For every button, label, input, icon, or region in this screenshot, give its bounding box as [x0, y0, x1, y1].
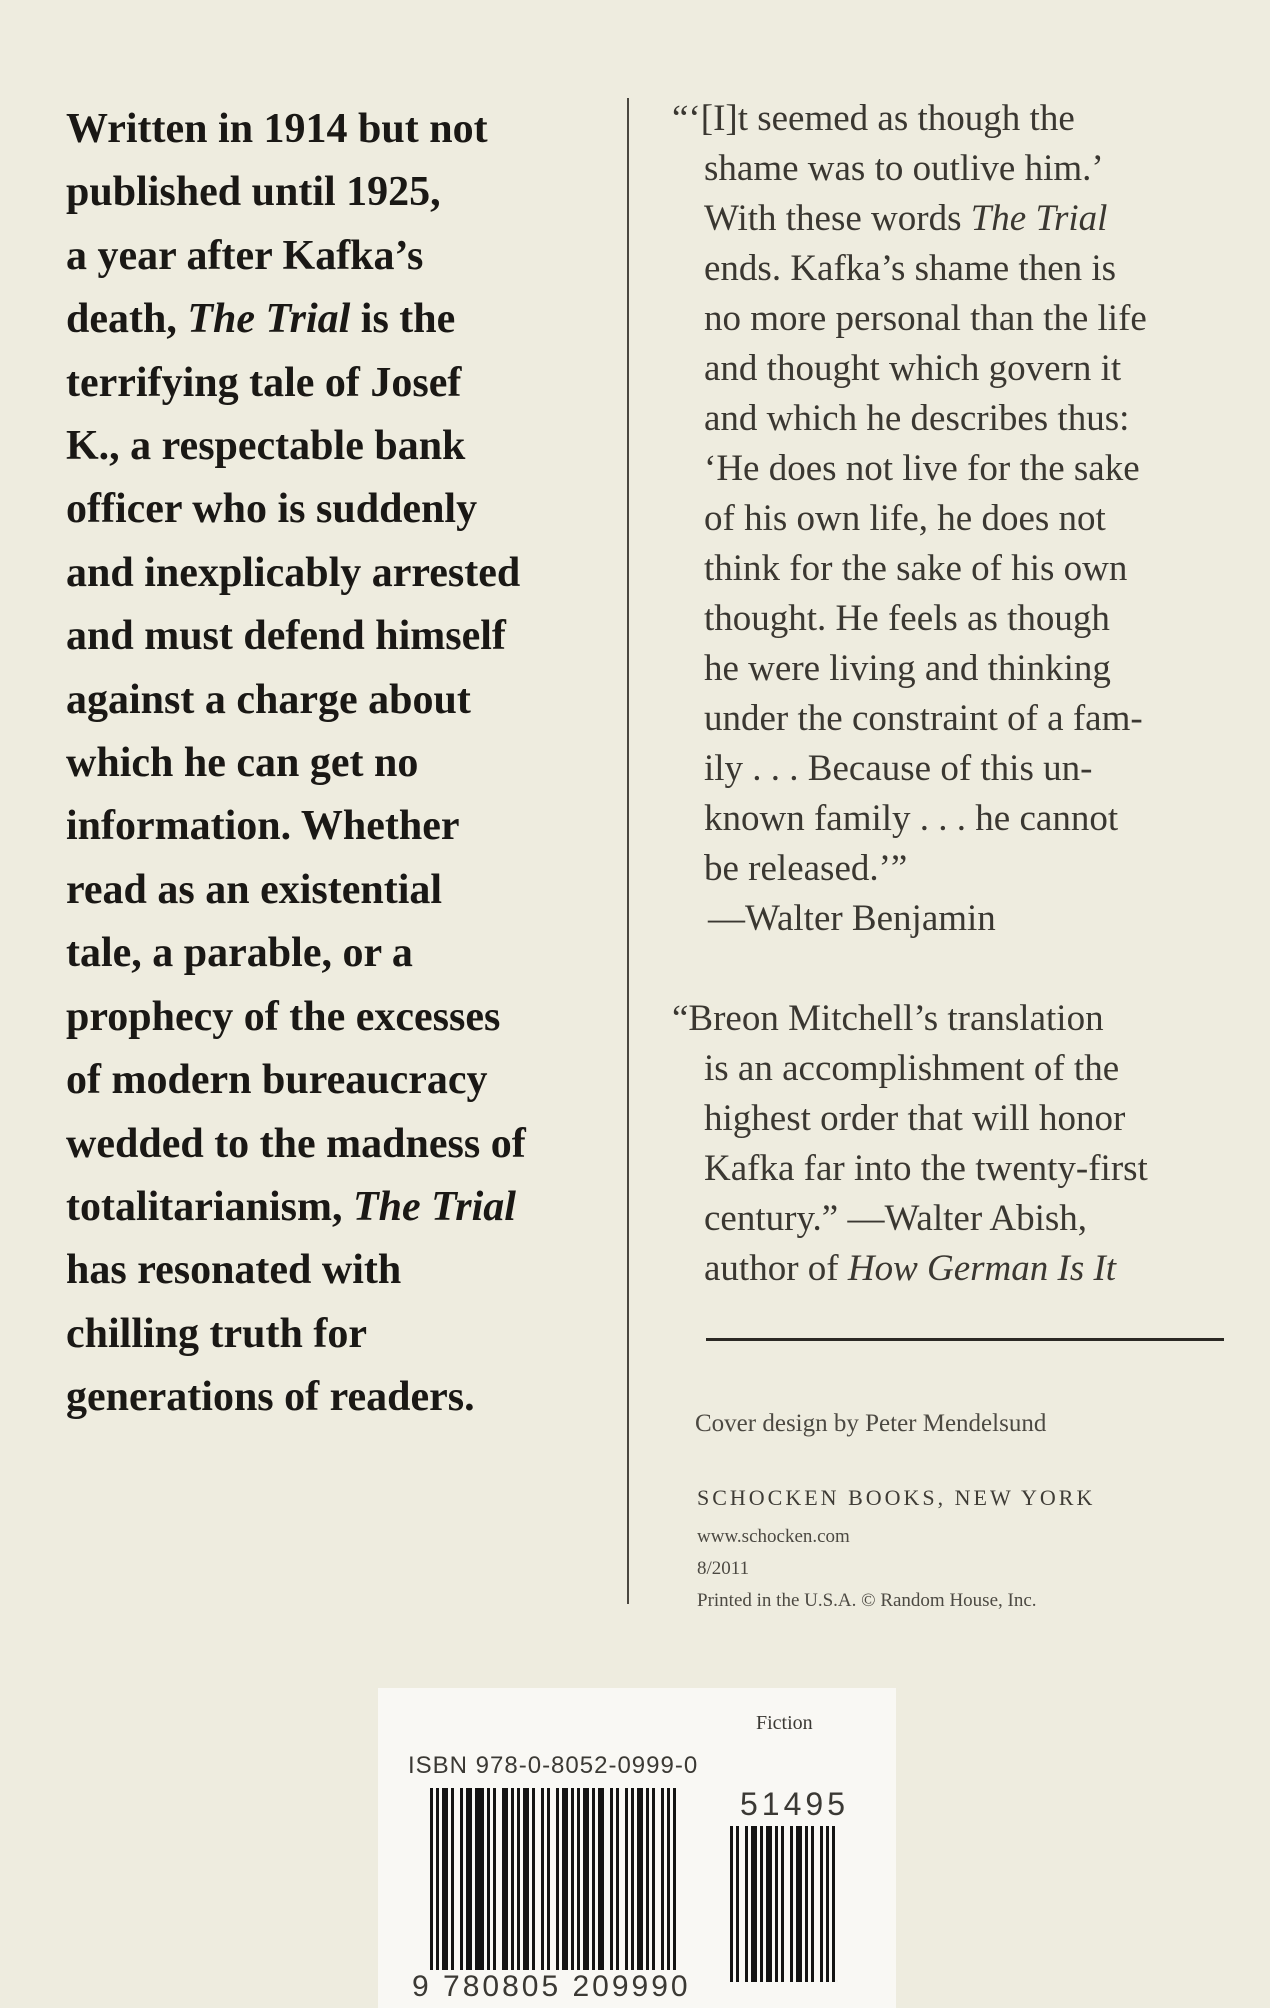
quote-line: [672, 494, 1232, 544]
blurb-line: [66, 1049, 606, 1112]
text-segment: of his own life, he does not: [704, 498, 1106, 539]
horizontal-rule: [706, 1338, 1224, 1341]
text-segment: ends. Kafka’s shame then is: [704, 248, 1117, 289]
print-date: 8/2011: [697, 1558, 750, 1579]
publisher-name: SCHOCKEN BOOKS, NEW YORK: [697, 1485, 1096, 1510]
benjamin-attribution: —Walter Benjamin: [708, 898, 996, 939]
text-segment: wedded to the madness of: [66, 1120, 526, 1167]
barcode-digits: 9 780805 209990: [408, 1970, 695, 2004]
quote-line: [672, 1194, 1232, 1244]
text-segment: thought. He feels as though: [704, 598, 1110, 639]
benjamin-quote: [672, 94, 1232, 894]
abish-quote: [672, 994, 1232, 1294]
category-label: Fiction: [756, 1712, 813, 1734]
book-title: The Trial: [970, 198, 1108, 239]
text-segment: known family . . . he cannot: [704, 798, 1119, 839]
text-segment: read as an existential: [66, 866, 443, 913]
blurb-line: [66, 415, 606, 478]
barcode-area: [378, 1688, 896, 2008]
text-segment: “Breon Mitchell’s translation: [672, 998, 1104, 1039]
text-segment: under the constraint of a fam-: [704, 698, 1143, 739]
quote-line: [672, 444, 1232, 494]
quote-line: [672, 94, 1232, 144]
blurb-line: [66, 98, 606, 161]
text-segment: highest order that will honor: [704, 1098, 1126, 1139]
text-segment: death,: [66, 296, 188, 343]
text-segment: against a charge about: [66, 676, 471, 723]
quotes-column: [672, 94, 1232, 1294]
blurb-line: [66, 669, 606, 732]
text-segment: and which he describes thus:: [704, 398, 1130, 439]
text-segment: and must defend himself: [66, 613, 506, 660]
text-segment: Written in 1914 but not: [66, 106, 488, 152]
text-segment: shame was to outlive him.’: [704, 148, 1104, 189]
blurb-line: [66, 1366, 606, 1429]
text-segment: tale, a parable, or a: [66, 930, 413, 977]
quote-line: [672, 644, 1232, 694]
blurb-line: [66, 1113, 606, 1176]
text-segment: is the: [350, 296, 456, 343]
price-code-text: 51495: [740, 1786, 849, 1822]
blurb-line: [66, 605, 606, 668]
text-segment: and inexplicably arrested: [66, 549, 521, 596]
quote-line: [672, 1044, 1232, 1094]
text-segment: century.” —Walter Abish,: [704, 1198, 1088, 1239]
quote-line: [672, 594, 1232, 644]
blurb-line: [66, 352, 606, 415]
cover-credit: Cover design by Peter Mendelsund: [695, 1410, 1047, 1437]
blurb-line: [66, 478, 606, 541]
blurb-line: [66, 1176, 606, 1239]
quote-line: [672, 244, 1232, 294]
text-segment: a year after Kafka’s: [66, 232, 424, 279]
book-title: The Trial: [187, 296, 351, 343]
quote-line: [672, 344, 1232, 394]
blurb-line: [66, 542, 606, 605]
blurb-line: [66, 859, 606, 922]
blurb-line: [66, 922, 606, 985]
isbn-text: ISBN 978-0-8052-0999-0: [408, 1752, 699, 1779]
text-segment: ily . . . Because of this un-: [704, 748, 1093, 789]
quote-line: [672, 394, 1232, 444]
price-addon-barcode: [730, 1826, 842, 1982]
text-segment: ‘He does not live for the sake: [704, 448, 1140, 489]
blurb-line: [66, 161, 606, 224]
quote-line: [672, 294, 1232, 344]
barcode-bar: [832, 1826, 835, 1982]
quote-line: [672, 694, 1232, 744]
book-title: The Trial: [352, 1183, 516, 1230]
quote-line: [672, 544, 1232, 594]
text-segment: generations of readers.: [66, 1374, 475, 1421]
text-segment: information. Whether: [66, 803, 460, 850]
blurb-line: [66, 986, 606, 1049]
text-segment: has resonated with: [66, 1247, 402, 1294]
book-title: How German Is It: [847, 1248, 1117, 1289]
text-segment: published until 1925,: [66, 169, 441, 216]
barcode-bar: [676, 1788, 679, 1976]
blurb-line: [66, 1303, 606, 1366]
text-segment: think for the sake of his own: [704, 548, 1128, 589]
quote-line: [672, 144, 1232, 194]
blurb-line: [66, 795, 606, 858]
isbn-barcode: [430, 1788, 688, 1976]
quote-line: [672, 844, 1232, 894]
blurb-line: [66, 225, 606, 288]
quote-line: [672, 744, 1232, 794]
text-segment: prophecy of the excesses: [66, 993, 501, 1040]
blurb-line: [66, 288, 606, 351]
text-segment: author of: [704, 1248, 848, 1289]
blurb: [66, 98, 606, 1430]
text-segment: and thought which govern it: [704, 348, 1122, 389]
blurb-line: [66, 732, 606, 795]
quote-line: [672, 794, 1232, 844]
quote-line: [672, 1244, 1232, 1294]
text-segment: of modern bureaucracy: [66, 1057, 488, 1104]
text-segment: he were living and thinking: [704, 648, 1111, 689]
printed-notice: Printed in the U.S.A. © Random House, Inc.: [697, 1590, 1037, 1611]
quote-line: [672, 994, 1232, 1044]
text-segment: With these words: [704, 198, 971, 239]
text-segment: be released.’”: [704, 848, 908, 889]
column-divider: [627, 98, 629, 1604]
text-segment: is an accomplishment of the: [704, 1048, 1120, 1089]
text-segment: officer who is suddenly: [66, 486, 478, 533]
quote-line: [672, 1144, 1232, 1194]
blurb-line: [66, 1239, 606, 1302]
text-segment: no more personal than the life: [704, 298, 1147, 339]
text-segment: K., a respectable bank: [66, 423, 466, 470]
text-segment: which he can get no: [66, 740, 419, 787]
text-segment: totalitarianism,: [66, 1183, 353, 1230]
text-segment: Kafka far into the twenty-first: [704, 1148, 1148, 1189]
quote-line: [672, 1094, 1232, 1144]
barcode-bar: [475, 1788, 484, 1976]
publisher-website: www.schocken.com: [697, 1526, 850, 1547]
text-segment: chilling truth for: [66, 1310, 367, 1357]
text-segment: “‘[I]t seemed as though the: [672, 98, 1075, 139]
text-segment: terrifying tale of Josef: [66, 359, 462, 406]
quote-line: [672, 194, 1232, 244]
